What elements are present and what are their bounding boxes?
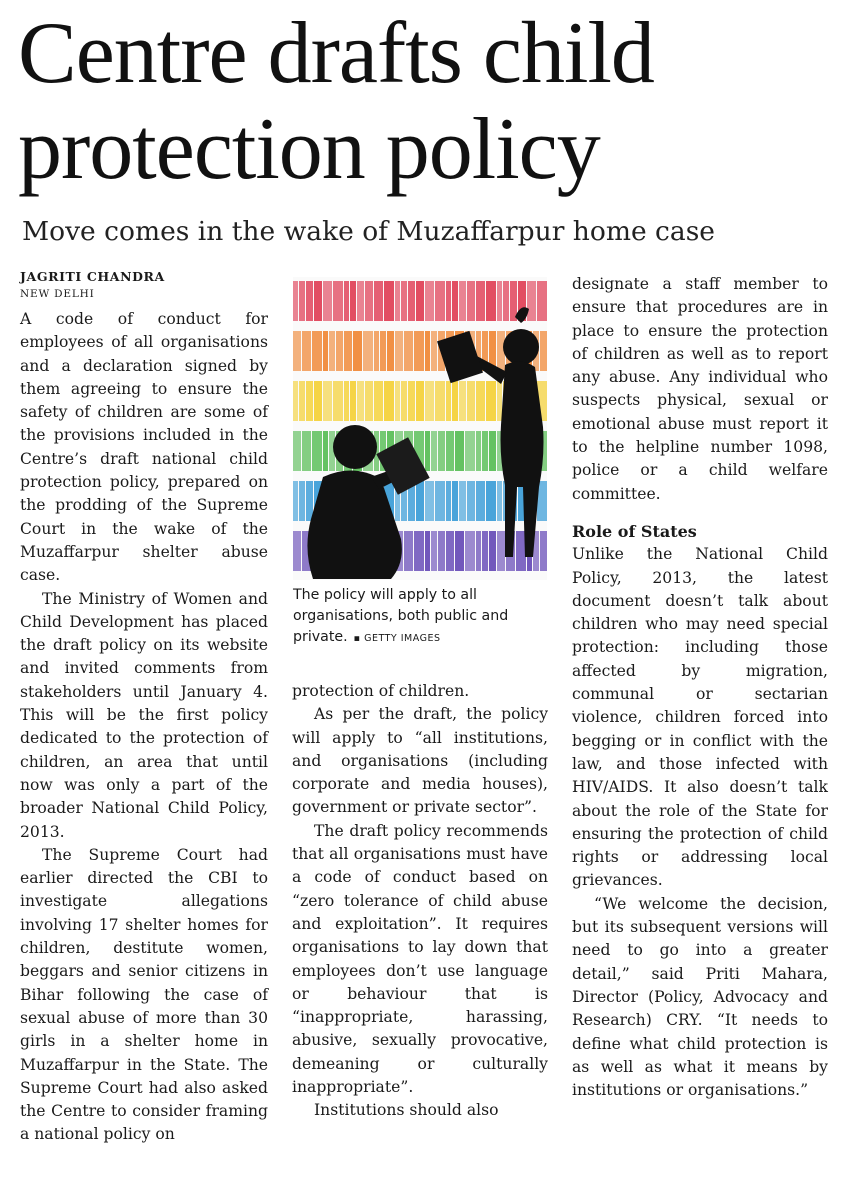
book-spine [527,281,536,321]
book-spine [395,331,403,371]
book-spine [323,331,328,371]
book-spine [425,481,434,521]
book-spine [293,481,298,521]
book-spine [401,381,407,421]
book-spine [540,331,547,371]
book-spine [435,281,445,321]
book-spine [435,481,445,521]
book-spine [302,431,311,471]
book-spine [438,431,445,471]
book-spine [323,431,328,471]
book-spine [357,381,364,421]
book-spine [404,331,413,371]
book-spine [476,281,485,321]
book-spine [314,381,322,421]
book-spine [416,281,424,321]
book-spine [416,381,424,421]
paragraph: Unlike the National Child Policy, 2013, the latest document doesn’t talk about children who may need special protection: including those affected by migration, communal or sectarian violence, children forced into begging or in conflict with the law, and those infected with HIV/AIDS. It also doesn’t talk about the role of the State for ensuring the protection of child rights or addressing local grievances. [572,545,828,890]
book-spine [302,331,311,371]
book-spine [486,381,496,421]
headline-line-2: protection policy [18,101,600,198]
paragraph: protection of children. [292,682,470,700]
book-spine [414,531,424,571]
book-spine [293,281,298,321]
book-spine [452,381,458,421]
book-spine [323,281,332,321]
book-spine [489,431,496,471]
book-spine [416,481,424,521]
book-spine [336,331,343,371]
book-spine [312,331,322,371]
book-spine [299,381,305,421]
column-2 [292,680,548,1123]
book-spine [467,381,475,421]
column-3 [572,273,828,1102]
book-spine [384,281,394,321]
book-spine [467,481,475,521]
book-spine [414,331,424,371]
book-spine [455,531,464,571]
book-spine [306,381,313,421]
book-spine [344,381,349,421]
book-spine [465,531,475,571]
photo-credit: ▪ GETTY IMAGES [353,633,441,644]
book-spine [486,481,496,521]
paragraph: A code of conduct for employees of all organisations and a declaration signed by them agreeing to ensure the safety of children are some of the provisions included in the Centre’s draft national child protection policy, prepared on the prodding of the Supreme Court in the wake of the Muzaffarpur shelter abuse case. [20,310,268,585]
byline: JAGRITI CHANDRA [20,269,165,284]
book-spine [353,331,362,371]
headline-line-1: Centre drafts child [18,5,654,102]
book-spine [497,281,502,321]
book-spine [503,281,509,321]
book-spine [344,281,349,321]
book-spine [452,281,458,321]
book-spine [482,431,488,471]
book-spine [476,531,481,571]
book-spine [374,381,383,421]
book-spine [446,481,451,521]
book-spine [446,281,451,321]
book-spine [476,431,481,471]
paragraph: As per the draft, the policy will apply to “all institutions, and organisations (including corporate and media houses), government or private sector”. [292,705,548,817]
book-spine [401,281,407,321]
book-spine [363,331,373,371]
book-spine [489,531,496,571]
book-spine [431,331,437,371]
book-spine [293,431,301,471]
book-spine [306,281,313,321]
book-spine [425,531,430,571]
deck-subtitle: Move comes in the wake of Muzaffarpur home case [22,216,715,247]
book-spine [435,381,445,421]
book-spine [459,281,466,321]
book-spine [446,431,454,471]
book-spine [425,381,434,421]
book-spine [314,281,322,321]
book-spine [452,481,458,521]
book-spine [333,281,343,321]
headline [18,6,838,198]
book-spine [329,331,335,371]
book-spine [293,531,301,571]
subheading: Role of States [572,521,697,541]
book-spine [446,531,454,571]
book-spine [455,431,464,471]
book-spine [365,381,373,421]
book-spine [395,281,400,321]
book-spine [312,431,322,471]
caption-text: The policy will apply to all organisations, both public and private. [293,587,509,645]
book-spine [425,431,430,471]
book-spine [374,281,383,321]
book-spine [323,381,332,421]
book-spine [357,281,364,321]
book-spine [387,331,394,371]
book-spine [497,481,502,521]
paragraph: The draft policy recommends that all organisations must have a code of conduct based on “zero tolerance of child abuse and exploitation”. It requires organisations to lay down that employees don’t use language or behaviour that is “inappropriate, harassing, abusive, sexually provocative, demeaning or culturally inappropriate”. [292,821,548,1097]
book-spine [299,281,305,321]
book-spine [446,381,451,421]
book-spine [482,531,488,571]
book-spine [293,381,298,421]
book-spine [404,531,413,571]
book-spine [350,281,356,321]
book-spine [350,381,356,421]
column-1 [20,268,268,1147]
book-spine [438,531,445,571]
book-spine [365,281,373,321]
photo-caption [293,585,549,649]
paragraph: “We welcome the decision, but its subsequent versions will need to go into a greater detail,” said Priti Mahara, Director (Policy, Advocacy and Research) CRY. “It needs to define what child protection is as well as what it means by institutions or organisations.” [572,894,828,1100]
paragraph: designate a staff member to ensure that procedures are in place to ensure the protection of children as well as to report any abuse. Any individual who suspects physical, sexual or emotional abuse must report it to the helpline number 1098, police or a child welfare committee. [572,275,828,503]
paragraph: Institutions should also [314,1101,499,1120]
book-spine [537,281,547,321]
book-spine [540,531,547,571]
book-spine [408,381,415,421]
book-spine [299,481,305,521]
paragraph: The Supreme Court had earlier directed the CBI to investigate allegations involving 17 shelter homes for children, destitute women, beggars and senior citizens in Bihar following the case of sexual abuse of more than 30 girls in a shelter home in Muzaffarpur in the State. The Supreme Court had also asked the Centre to consider framing a national policy on [20,845,268,1144]
book-spine [384,381,394,421]
book-spine [293,331,301,371]
book-spine [425,281,434,321]
book-spine [408,281,415,321]
book-spine [465,431,475,471]
book-spine [459,381,466,421]
article-photo [293,277,547,580]
book-spine [431,531,437,571]
book-spine [380,331,386,371]
book-spine [476,381,485,421]
bookshelf-silhouette-image [293,277,547,580]
book-spine [344,331,352,371]
book-spine [497,531,505,571]
book-spine [459,481,466,521]
book-spine [395,381,400,421]
book-spine [374,331,379,371]
book-spine [476,481,485,521]
book-spine [497,381,502,421]
book-spine [486,281,496,321]
book-spine [333,381,343,421]
paragraph: The Ministry of Women and Child Development has placed the draft policy on its website and invited comments from stakeholders until January 4. This will be the first policy dedicated to the protection of children, an area that until now was only a part of the broader National Child Policy, 2013. [20,589,268,841]
book-spine [431,431,437,471]
book-spine [306,481,313,521]
book-spine [425,331,430,371]
dateline: NEW DELHI [20,288,95,300]
book-spine [467,281,475,321]
